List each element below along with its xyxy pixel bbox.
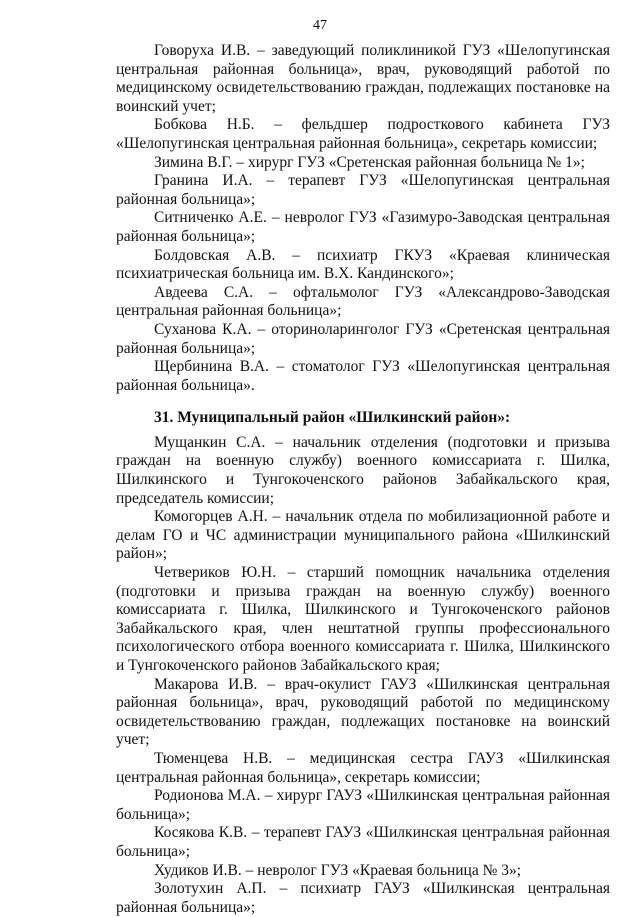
member-entry: Четвериков Ю.Н. – старший помощник начальника отделения (подготовки и призыва граждан на военную службу) военного комиссариата г. Шилка, Шилкинского и Тунгокоченского районов Забайкальского края, член нештатной группы профессионального психологического отбора военного комиссариата г. Шилка, Шилкинского и Тунгокоченского районов Забайкальского края; xyxy=(116,564,610,674)
member-entry: Мущанкин С.А. – начальник отделения (подготовки и призыва граждан на военную службу) военного комиссариата г. Шилка, Шилкинского и Тунгокоченского районов Забайкальского края, председатель комиссии; xyxy=(116,433,610,507)
section-heading: 31. Муниципальный район «Шилкинский район»: xyxy=(154,409,511,427)
member-entry: Щербинина В.А. – стоматолог ГУЗ «Шелопугинская центральная районная больница». xyxy=(116,358,610,394)
document-body xyxy=(116,42,610,917)
member-entry: Ситниченко А.Е. – невролог ГУЗ «Газимуро-Заводская центральная районная больница»; xyxy=(116,209,610,245)
member-entry: Худиков И.В. – невролог ГУЗ «Краевая больница № 3»; xyxy=(154,861,522,879)
member-entry: Косякова К.В. – терапевт ГАУЗ «Шилкинская центральная районная больница»; xyxy=(116,824,610,860)
member-entry: Зимина В.Г. – хирург ГУЗ «Сретенская районная больница № 1»; xyxy=(154,153,585,171)
member-entry: Говоруха И.В. – заведующий поликлиникой ГУЗ «Шелопугинская центральная районная больница», врач, руководящий работой по медицинскому освидетельствованию граждан, подлежащих постановке на воинский учет; xyxy=(116,42,610,115)
member-entry: Гранина И.А. – терапевт ГУЗ «Шелопугинская центральная районная больница»; xyxy=(116,172,610,208)
member-entry: Комогорцев А.Н. – начальник отдела по мобилизационной работе и делам ГО и ЧС администрации муниципального района «Шилкинский район»; xyxy=(116,508,610,563)
member-entry: Бобкова Н.Б. – фельдшер подросткового кабинета ГУЗ «Шелопугинская центральная районная больница», секретарь комиссии; xyxy=(116,116,610,152)
member-entry: Болдовская А.В. – психиатр ГКУЗ «Краевая клиническая психиатрическая больница им. В.Х. Кандинского»; xyxy=(116,246,610,283)
page-number: 47 xyxy=(313,18,327,33)
member-entry: Тюменцева Н.В. – медицинская сестра ГАУЗ «Шилкинская центральная районная больница», секретарь комиссии; xyxy=(116,749,610,786)
member-entry: Макарова И.В. – врач-окулист ГАУЗ «Шилкинская центральная районная больница», врач, руководящий работой по медицинскому освидетельствованию граждан, подлежащих постановке на воинский учет; xyxy=(116,675,610,749)
member-entry: Авдеева С.А. – офтальмолог ГУЗ «Александрово-Заводская центральная районная больница»; xyxy=(116,283,610,320)
member-entry: Золотухин А.П. – психиатр ГАУЗ «Шилкинская центральная районная больница»; xyxy=(116,880,610,916)
member-entry: Суханова К.А. – оториноларинголог ГУЗ «Сретенская центральная районная больница»; xyxy=(116,320,610,357)
member-entry: Родионова М.А. – хирург ГАУЗ «Шилкинская центральная районная больница»; xyxy=(116,787,610,823)
